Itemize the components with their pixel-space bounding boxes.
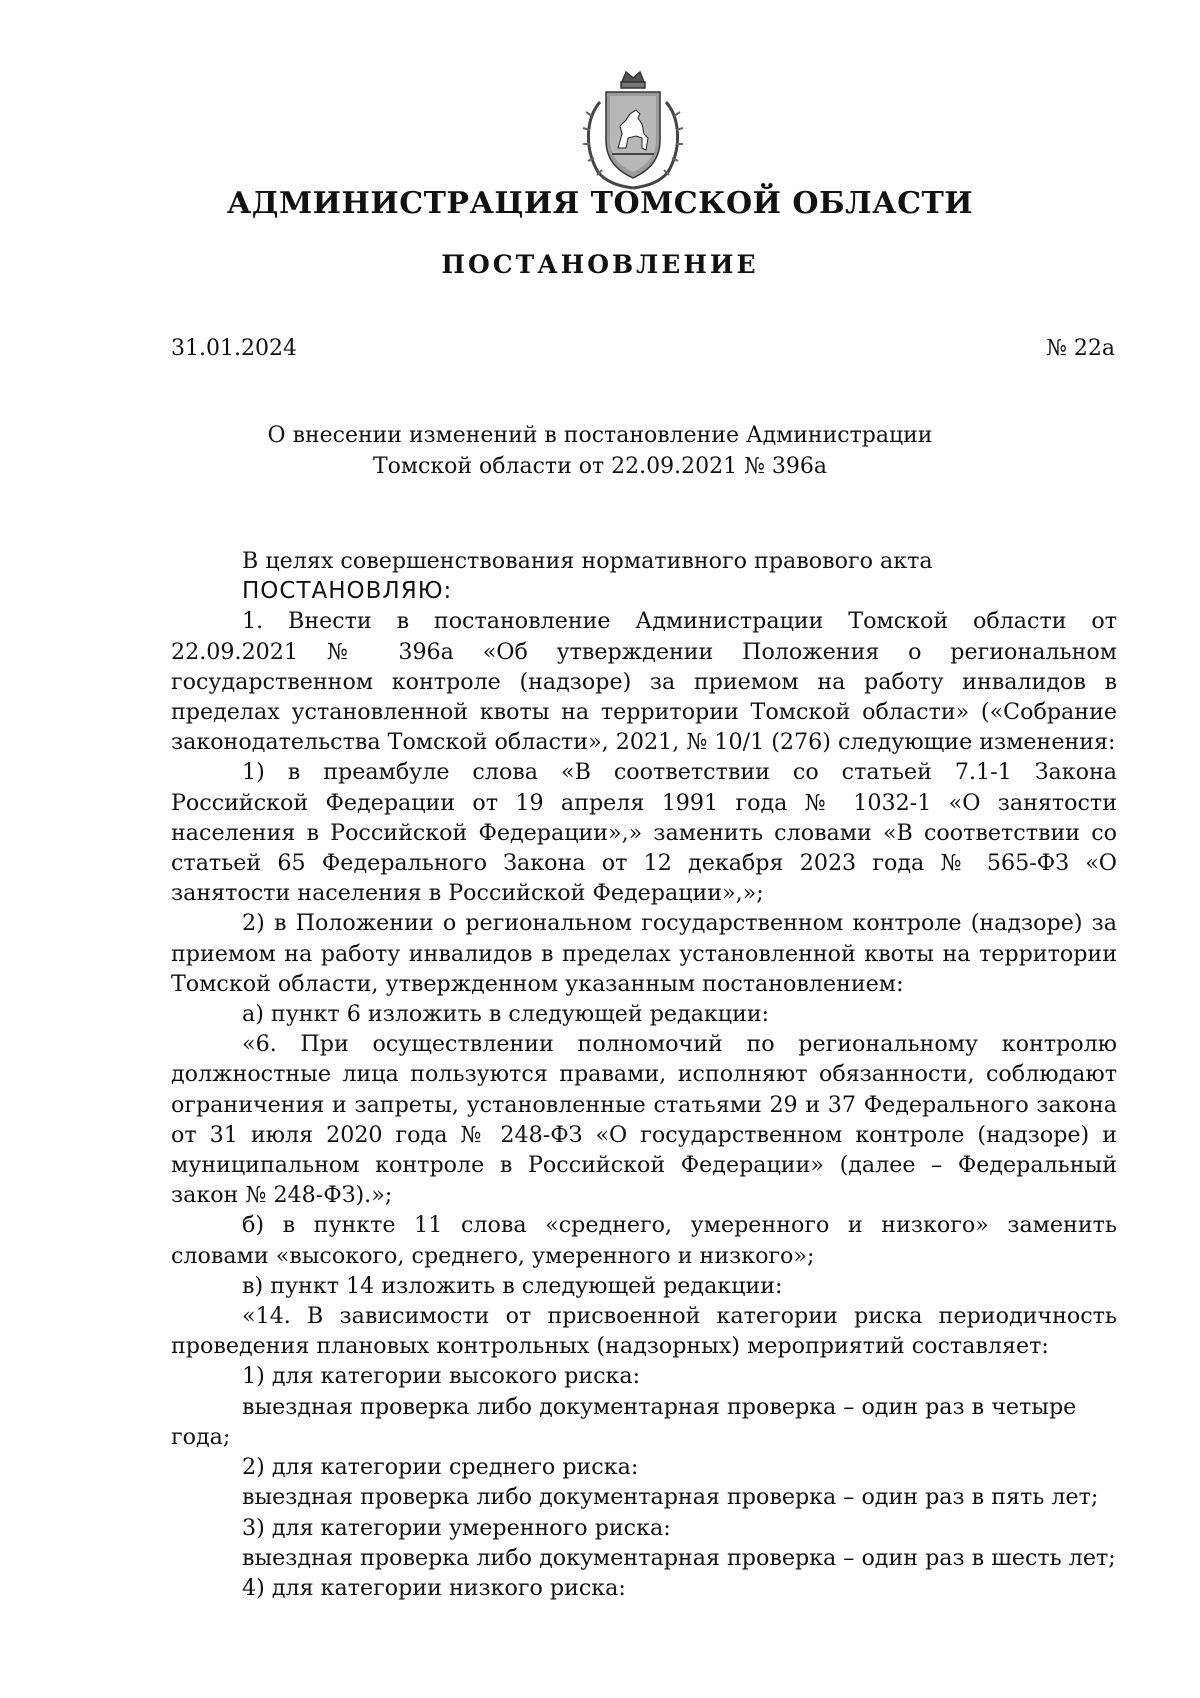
- document-body: [171, 546, 1117, 1603]
- resolve-heading: ПОСТАНОВЛЯЮ:: [242, 578, 453, 605]
- paragraph-8: «14. В зависимости от присвоенной категории риска периодичность проведения плановых контрольных (надзорных) мероприятий составляет:: [171, 1303, 1117, 1360]
- paragraph-2: 1) в преамбуле слова «В соответствии со статьей 7.1-1 Закона Российской Федерации от 19 апреля 1991 года № 1032-1 «О занятости населения в Российской Федерации»,» заменить словами «В соответствии со статьей 65 Федерального Закона от 12 декабря 2023 года № 565-ФЗ «О занятости населения в Российской Федерации»,»;: [171, 759, 1117, 907]
- paragraph-4: а) пункт 6 изложить в следующей редакции:: [242, 1001, 770, 1028]
- paragraph-3: 2) в Положении о региональном государственном контроле (надзоре) за приемом на работу инвалидов в пределах установленной квоты на территории Томской области, утвержденном указанным постановлением:: [171, 910, 1117, 997]
- document-type: ПОСТАНОВЛЕНИЕ: [441, 250, 759, 279]
- paragraph-9: 1) для категории высокого риска:: [242, 1363, 641, 1390]
- subject-line-1: О внесении изменений в постановление Администрации: [267, 423, 933, 448]
- tomsk-coat-of-arms-icon: [578, 68, 688, 194]
- document-subject: [0, 420, 1200, 482]
- preamble-paragraph: В целях совершенствования нормативного правового акта: [242, 548, 933, 574]
- paragraph-12: выездная проверка либо документарная проверка – один раз в пять лет;: [242, 1484, 1099, 1511]
- document-number: № 22а: [1046, 336, 1115, 361]
- paragraph-13: 3) для категории умеренного риска:: [242, 1514, 671, 1541]
- paragraph-15: 4) для категории низкого риска:: [242, 1574, 626, 1601]
- paragraph-14: выездная проверка либо документарная проверка – один раз в шесть лет;: [242, 1544, 1116, 1571]
- organization-title: АДМИНИСТРАЦИЯ ТОМСКОЙ ОБЛАСТИ: [226, 186, 974, 221]
- paragraph-10: выездная проверка либо документарная проверка – один раз в четыре года;: [171, 1393, 1077, 1450]
- paragraph-5: «6. При осуществлении полномочий по региональному контролю должностные лица пользуются правами, исполняют обязанности, соблюдают ограничения и запреты, установленные статьями 29 и 37 Федерального закона от 31 июля 2020 года № 248-ФЗ «О государственном контроле (надзоре) и муниципальном контроле в Российской Федерации» (далее – Федеральный закон № 248-ФЗ).»;: [171, 1031, 1117, 1209]
- paragraph-11: 2) для категории среднего риска:: [242, 1454, 639, 1481]
- subject-line-2: Томской области от 22.09.2021 № 396а: [372, 454, 828, 479]
- paragraph-7: в) пункт 14 изложить в следующей редакции:: [242, 1272, 783, 1299]
- paragraph-6: б) в пункте 11 слова «среднего, умеренного и низкого» заменить словами «высокого, среднего, умеренного и низкого»;: [171, 1212, 1117, 1269]
- document-date: 31.01.2024: [171, 336, 297, 361]
- paragraph-1: 1. Внести в постановление Администрации Томской области от 22.09.2021 № 396а «Об утверждении Положения о региональном государственном контроле (надзоре) за приемом на работу инвалидов в пределах установленной квоты на территории Томской области» («Собрание законодательства Томской области», 2021, № 10/1 (276) следующие изменения:: [171, 608, 1117, 756]
